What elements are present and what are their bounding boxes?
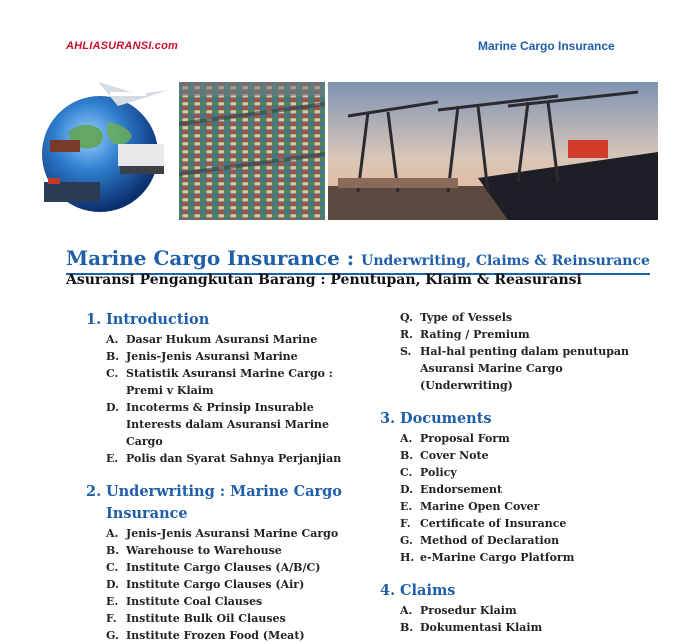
item-text: Institute Coal Clauses — [126, 595, 263, 608]
list-item — [106, 593, 346, 610]
list-item — [400, 309, 630, 326]
title-sub: Underwriting, Claims & Reinsurance — [361, 253, 650, 269]
item-text: Jenis-Jenis Asuransi Marine — [126, 350, 298, 363]
section-number: 1. — [86, 311, 102, 328]
list-item — [106, 525, 346, 542]
item-letter: C. — [106, 367, 119, 380]
section-title: Claims — [400, 582, 456, 599]
list-item — [106, 559, 346, 576]
item-text: Policy — [420, 466, 457, 479]
list-item — [400, 430, 630, 447]
item-letter: D. — [106, 578, 119, 591]
globe-image — [38, 82, 176, 220]
item-letter: B. — [400, 621, 414, 634]
toc-left-column — [86, 309, 346, 644]
item-letter: A. — [400, 432, 413, 445]
item-letter: Q. — [400, 311, 413, 324]
item-text: Endorsement — [420, 483, 503, 496]
list-item — [400, 515, 630, 532]
document-title — [66, 246, 650, 275]
list-item — [106, 331, 346, 348]
item-letter: E. — [106, 452, 119, 465]
banner-images — [38, 82, 658, 220]
item-text: Hal-hal penting dalam penutupan Asuransi Marine Cargo (Underwriting) — [420, 345, 630, 392]
item-letter: D. — [106, 401, 119, 414]
list-item — [400, 447, 630, 464]
item-letter: A. — [106, 333, 119, 346]
list-item — [106, 348, 346, 365]
item-text: Institute Cargo Clauses (Air) — [126, 578, 305, 591]
item-text: Method of Declaration — [420, 534, 560, 547]
site-logo[interactable] — [66, 40, 178, 52]
item-letter: C. — [400, 466, 413, 479]
item-text: Jenis-Jenis Asuransi Marine Cargo — [126, 527, 339, 540]
list-item — [400, 498, 630, 515]
section-title: Underwriting : Marine Cargo Insurance — [106, 483, 342, 522]
list-item — [400, 549, 630, 566]
section-title: Introduction — [106, 311, 210, 328]
list-item — [106, 450, 346, 467]
item-letter: H. — [400, 551, 415, 564]
list-item — [106, 576, 346, 593]
list-item — [106, 399, 346, 450]
item-letter: F. — [400, 517, 411, 530]
section-number: 4. — [380, 582, 396, 599]
list-item — [106, 627, 346, 644]
item-letter: B. — [106, 350, 120, 363]
item-letter: D. — [400, 483, 413, 496]
port-cranes-image — [328, 82, 658, 220]
item-letter: G. — [400, 534, 413, 547]
section-claims — [380, 580, 630, 636]
item-letter: E. — [400, 500, 413, 513]
logo-prefix: AHLIASURANSI — [66, 40, 152, 52]
list-item — [400, 326, 630, 343]
section-underwriting-continued — [380, 309, 630, 394]
toc-right-column — [380, 309, 630, 636]
title-main: Marine Cargo Insurance : — [66, 246, 362, 270]
item-letter: A. — [106, 527, 119, 540]
item-text: Dokumentasi Klaim — [420, 621, 543, 634]
item-letter: A. — [400, 604, 413, 617]
item-text: Statistik Asuransi Marine Cargo : Premi v Klaim — [126, 367, 333, 397]
item-letter: E. — [106, 595, 119, 608]
item-text: Dasar Hukum Asuransi Marine — [126, 333, 318, 346]
item-text: Incoterms & Prinsip Insurable Interests dalam Asuransi Marine Cargo — [126, 401, 330, 448]
list-item — [106, 610, 346, 627]
list-item — [400, 481, 630, 498]
container-yard-image — [179, 82, 325, 220]
item-text: Institute Bulk Oil Clauses — [126, 612, 286, 625]
item-letter: C. — [106, 561, 119, 574]
item-text: Polis dan Syarat Sahnya Perjanjian — [126, 452, 342, 465]
item-text: Marine Open Cover — [420, 500, 540, 513]
list-item — [400, 602, 630, 619]
item-text: Warehouse to Warehouse — [126, 544, 282, 557]
item-text: Institute Frozen Food (Meat) — [126, 629, 305, 642]
item-letter: B. — [400, 449, 414, 462]
section-number: 3. — [380, 410, 396, 427]
item-letter: S. — [400, 345, 412, 358]
section-introduction — [86, 309, 346, 467]
item-text: Cover Note — [420, 449, 489, 462]
logo-suffix: .com — [151, 40, 178, 52]
item-letter: R. — [400, 328, 413, 341]
section-documents — [380, 408, 630, 566]
item-letter: F. — [106, 612, 117, 625]
list-item — [106, 365, 346, 399]
item-letter: B. — [106, 544, 120, 557]
item-letter: G. — [106, 629, 119, 642]
item-text: Institute Cargo Clauses (A/B/C) — [126, 561, 321, 574]
list-item — [106, 542, 346, 559]
section-underwriting — [86, 481, 346, 644]
list-item — [400, 532, 630, 549]
item-text: Certificate of Insurance — [420, 517, 567, 530]
document-subtitle: Asuransi Pengangkutan Barang : Penutupan, Klaim & Reasuransi — [66, 272, 582, 288]
header-title: Marine Cargo Insurance — [478, 39, 615, 53]
item-text: e-Marine Cargo Platform — [420, 551, 575, 564]
section-title: Documents — [400, 410, 492, 427]
list-item — [400, 343, 630, 394]
list-item — [400, 619, 630, 636]
list-item — [400, 464, 630, 481]
item-text: Prosedur Klaim — [420, 604, 517, 617]
section-number: 2. — [86, 483, 102, 500]
item-text: Proposal Form — [420, 432, 510, 445]
item-text: Rating / Premium — [420, 328, 530, 341]
item-text: Type of Vessels — [420, 311, 513, 324]
